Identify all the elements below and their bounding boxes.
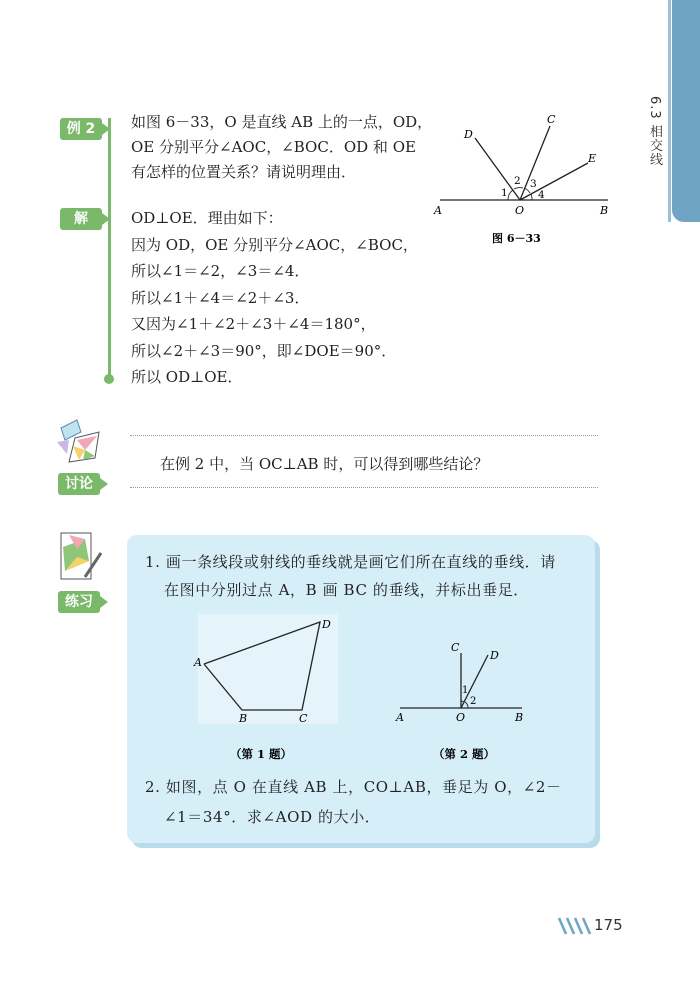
solution-line: 所以∠1＋∠4＝∠2＋∠3． <box>131 288 310 307</box>
item1-line: 在图中分别过点 A，B 画 BC 的垂线，并标出垂足． <box>164 581 529 599</box>
solution-line: 所以∠1＝∠2，∠3＝∠4． <box>131 262 310 280</box>
fig2-angle-2: 2 <box>470 696 477 707</box>
fig1-label-b: B <box>239 712 248 725</box>
fig1-label-a: A <box>194 656 202 669</box>
label-e: E <box>588 152 597 165</box>
label-d: D <box>464 128 473 141</box>
solution-line: 所以 OD⊥OE． <box>131 368 243 386</box>
section-side-tab <box>672 0 700 222</box>
item2-line: ∠1＝34°．求∠AOD 的大小． <box>164 808 381 826</box>
practice-item-2 <box>145 772 562 832</box>
side-tab-line <box>668 0 671 222</box>
angle-1: 1 <box>501 187 508 199</box>
practice-item-1 <box>145 548 556 604</box>
discussion-top-rule <box>130 435 598 436</box>
discussion-text: 在例 2 中，当 OC⊥AB 时，可以得到哪些结论？ <box>160 455 489 473</box>
fig1-label-c: C <box>299 712 308 725</box>
example-vertical-rule <box>108 118 111 380</box>
section-label: 6.3 相交线 <box>647 96 662 167</box>
figure-caption: 图 6－33 <box>492 232 541 245</box>
example-rule-dot <box>104 374 114 384</box>
practice-icon <box>55 527 105 587</box>
angle-2: 2 <box>514 175 521 187</box>
fig2-label-a: A <box>396 711 404 724</box>
question-line: 有怎样的位置关系？请说明理由． <box>131 163 357 181</box>
fig1-label-d: D <box>322 618 331 631</box>
item2-line: 2. 如图，点 O 在直线 AB 上，CO⊥AB，垂足为 O，∠2－ <box>145 778 562 796</box>
question-line: 如图 6－33，O 是直线 AB 上的一点，OD， <box>131 113 433 131</box>
fig2-caption: （第 2 题） <box>433 747 496 761</box>
fig2-angle-1: 1 <box>462 685 469 696</box>
solution-line: 又因为∠1＋∠2＋∠3＋∠4＝180°， <box>131 315 376 333</box>
angle-3: 3 <box>530 178 537 190</box>
discussion-tag: 讨论 <box>58 473 100 495</box>
solution-line: OD⊥OE．理由如下： <box>131 209 283 227</box>
page-number: 175 <box>594 916 623 934</box>
discussion-icon <box>55 418 105 470</box>
ray-od <box>475 138 520 200</box>
solution-line: 所以∠2＋∠3＝90°，即∠DOE＝90°． <box>131 341 397 360</box>
fig2-label-d: D <box>490 649 499 662</box>
page-number-stripes <box>556 914 592 938</box>
fig2-label-b: B <box>515 711 524 724</box>
question-line: OE 分别平分∠AOC，∠BOC．OD 和 OE <box>131 138 416 156</box>
fig2-label-c: C <box>451 641 460 654</box>
solution-text <box>131 205 418 391</box>
label-a: A <box>434 204 442 217</box>
solution-line: 因为 OD，OE 分别平分∠AOC，∠BOC， <box>131 235 418 254</box>
discussion-bottom-rule <box>130 487 598 488</box>
label-b: B <box>600 204 609 217</box>
practice-figure-2 <box>390 635 540 762</box>
figure-6-33 <box>430 108 620 253</box>
fig2-label-o: O <box>456 711 466 724</box>
example-question <box>131 110 432 185</box>
example-tag: 例 2 <box>60 118 102 140</box>
angle-4: 4 <box>538 189 545 201</box>
label-o: O <box>515 204 525 217</box>
label-c: C <box>547 113 556 126</box>
practice-tag: 练习 <box>58 591 100 613</box>
solution-tag: 解 <box>60 208 102 230</box>
item1-line: 1. 画一条线段或射线的垂线就是画它们所在直线的垂线．请 <box>145 553 556 571</box>
fig1-caption: （第 1 题） <box>230 747 293 761</box>
practice-figure-1 <box>190 612 350 762</box>
